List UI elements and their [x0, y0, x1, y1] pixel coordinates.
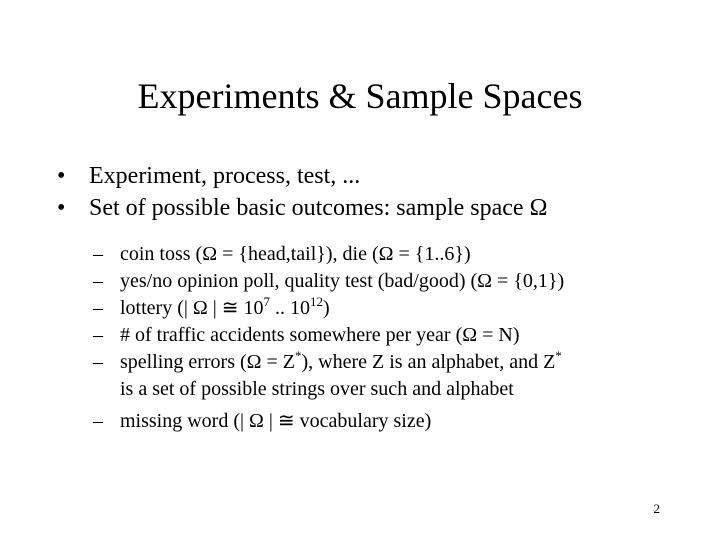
spelling-text-b: ), where Z is an alphabet, and Z [301, 351, 556, 373]
sub-text-spelling [120, 348, 562, 373]
lottery-exponent-7: 7 [263, 294, 270, 309]
bullet-text: Set of possible basic outcomes: sample space Ω [89, 195, 548, 221]
spelling-text-a: spelling errors (Ω = Z [120, 351, 295, 373]
bullet-item [57, 192, 697, 224]
dash-marker: – [93, 351, 103, 373]
sub-bullet-list [93, 241, 693, 435]
dash-marker: – [93, 243, 103, 265]
dash-marker: – [93, 324, 103, 346]
sub-item [93, 408, 693, 435]
sub-item [93, 349, 693, 403]
sub-text-lottery [120, 294, 330, 319]
sub-text: missing word (| Ω | ≅ vocabulary size) [120, 410, 432, 432]
sub-item [93, 241, 693, 268]
page-number: 2 [653, 501, 660, 516]
sub-item [93, 295, 693, 322]
lottery-exponent-12: 12 [310, 294, 323, 309]
dash-marker: – [93, 410, 103, 432]
spelling-continuation: is a set of possible strings over such and alphabet [120, 378, 514, 400]
sub-text: # of traffic accidents somewhere per year (Ω = N) [120, 324, 520, 346]
bullet-text: Experiment, process, test, ... [89, 163, 361, 189]
spelling-star-1: * [295, 348, 302, 363]
lottery-text-b: .. 10 [270, 297, 310, 319]
lottery-text-c: ) [323, 297, 330, 319]
dash-marker: – [93, 270, 103, 292]
sub-item [93, 322, 693, 349]
bullet-marker: • [57, 195, 66, 221]
bullet-marker: • [57, 163, 66, 189]
sub-item [93, 268, 693, 295]
bullet-item [57, 160, 697, 192]
lottery-text-a: lottery (| Ω | ≅ 10 [120, 297, 264, 319]
sub-text: coin toss (Ω = {head,tail}), die (Ω = {1..6}) [120, 243, 471, 265]
slide-title: Experiments & Sample Spaces [137, 76, 583, 116]
bullet-list [57, 160, 697, 224]
spelling-star-2: * [555, 348, 562, 363]
dash-marker: – [93, 297, 103, 319]
sub-text: yes/no opinion poll, quality test (bad/good) (Ω = {0,1}) [120, 270, 565, 292]
